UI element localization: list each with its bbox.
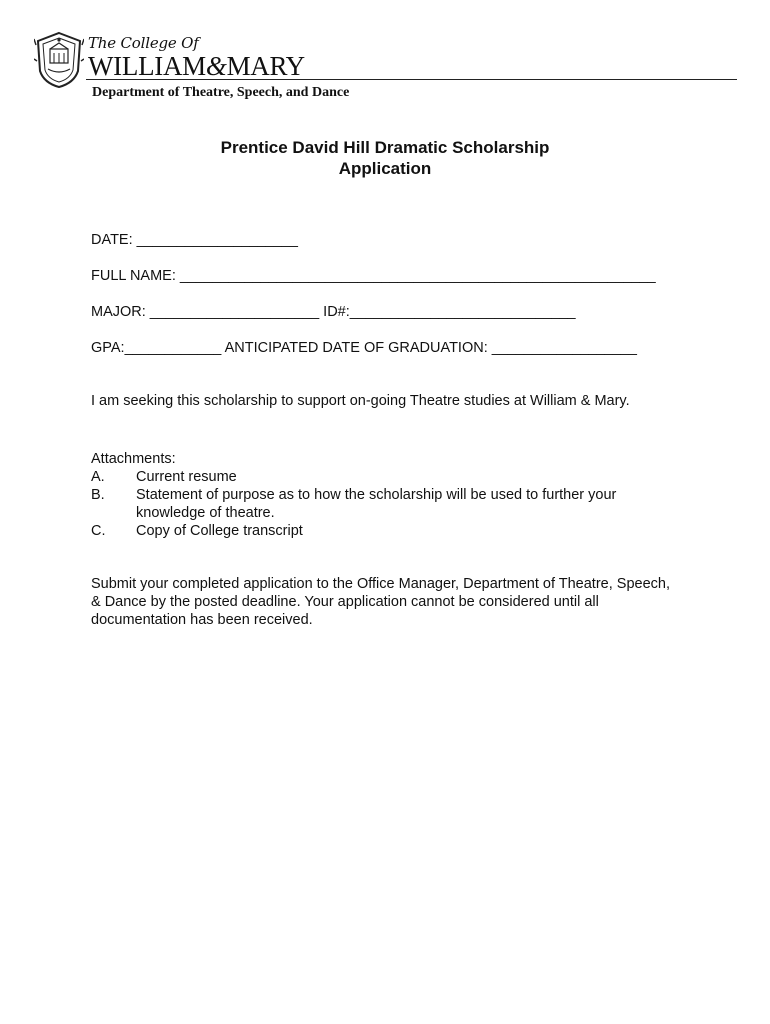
department-name: Department of Theatre, Speech, and Dance bbox=[92, 85, 350, 100]
college-name-part1: WILLIAM bbox=[88, 51, 206, 81]
college-seal-logo bbox=[34, 31, 84, 89]
attachment-text: Statement of purpose as to how the scholarship will be used to further your knowledge of theatre. bbox=[136, 487, 617, 521]
attachment-letter: B. bbox=[91, 487, 105, 503]
attachment-item bbox=[91, 468, 237, 486]
attachment-text: Copy of College transcript bbox=[136, 523, 303, 539]
letterhead-divider bbox=[86, 79, 737, 80]
college-name bbox=[88, 52, 305, 80]
attachment-letter: C. bbox=[91, 523, 106, 539]
full-name-field-line: FULL NAME: ___________________________________________________________ bbox=[91, 268, 656, 284]
attachment-letter: A. bbox=[91, 469, 105, 485]
attachment-item bbox=[91, 486, 617, 522]
major-id-field-line: MAJOR: _____________________ ID#:____________________________ bbox=[91, 304, 576, 320]
college-name-amp: & bbox=[205, 51, 227, 81]
college-of-text: The College Of bbox=[88, 34, 199, 52]
attachment-item bbox=[91, 522, 303, 540]
attachment-text: Current resume bbox=[136, 469, 237, 485]
date-field-line: DATE: ____________________ bbox=[91, 232, 298, 248]
scholarship-statement: I am seeking this scholarship to support on-going Theatre studies at William & Mary. bbox=[91, 393, 630, 409]
submission-instructions: Submit your completed application to the Office Manager, Department of Theatre, Speech, & Dance by the posted deadline. Your application cannot be considered until all documentation has been received. bbox=[91, 576, 670, 628]
document-title-line1: Prentice David Hill Dramatic Scholarship bbox=[220, 138, 550, 157]
attachments-section bbox=[91, 450, 617, 540]
document-title-line2: Application bbox=[338, 159, 432, 178]
gpa-graduation-field-line: GPA:____________ ANTICIPATED DATE OF GRADUATION: __________________ bbox=[91, 340, 637, 356]
attachments-heading: Attachments: bbox=[91, 451, 176, 467]
college-name-part2: MARY bbox=[226, 51, 305, 81]
